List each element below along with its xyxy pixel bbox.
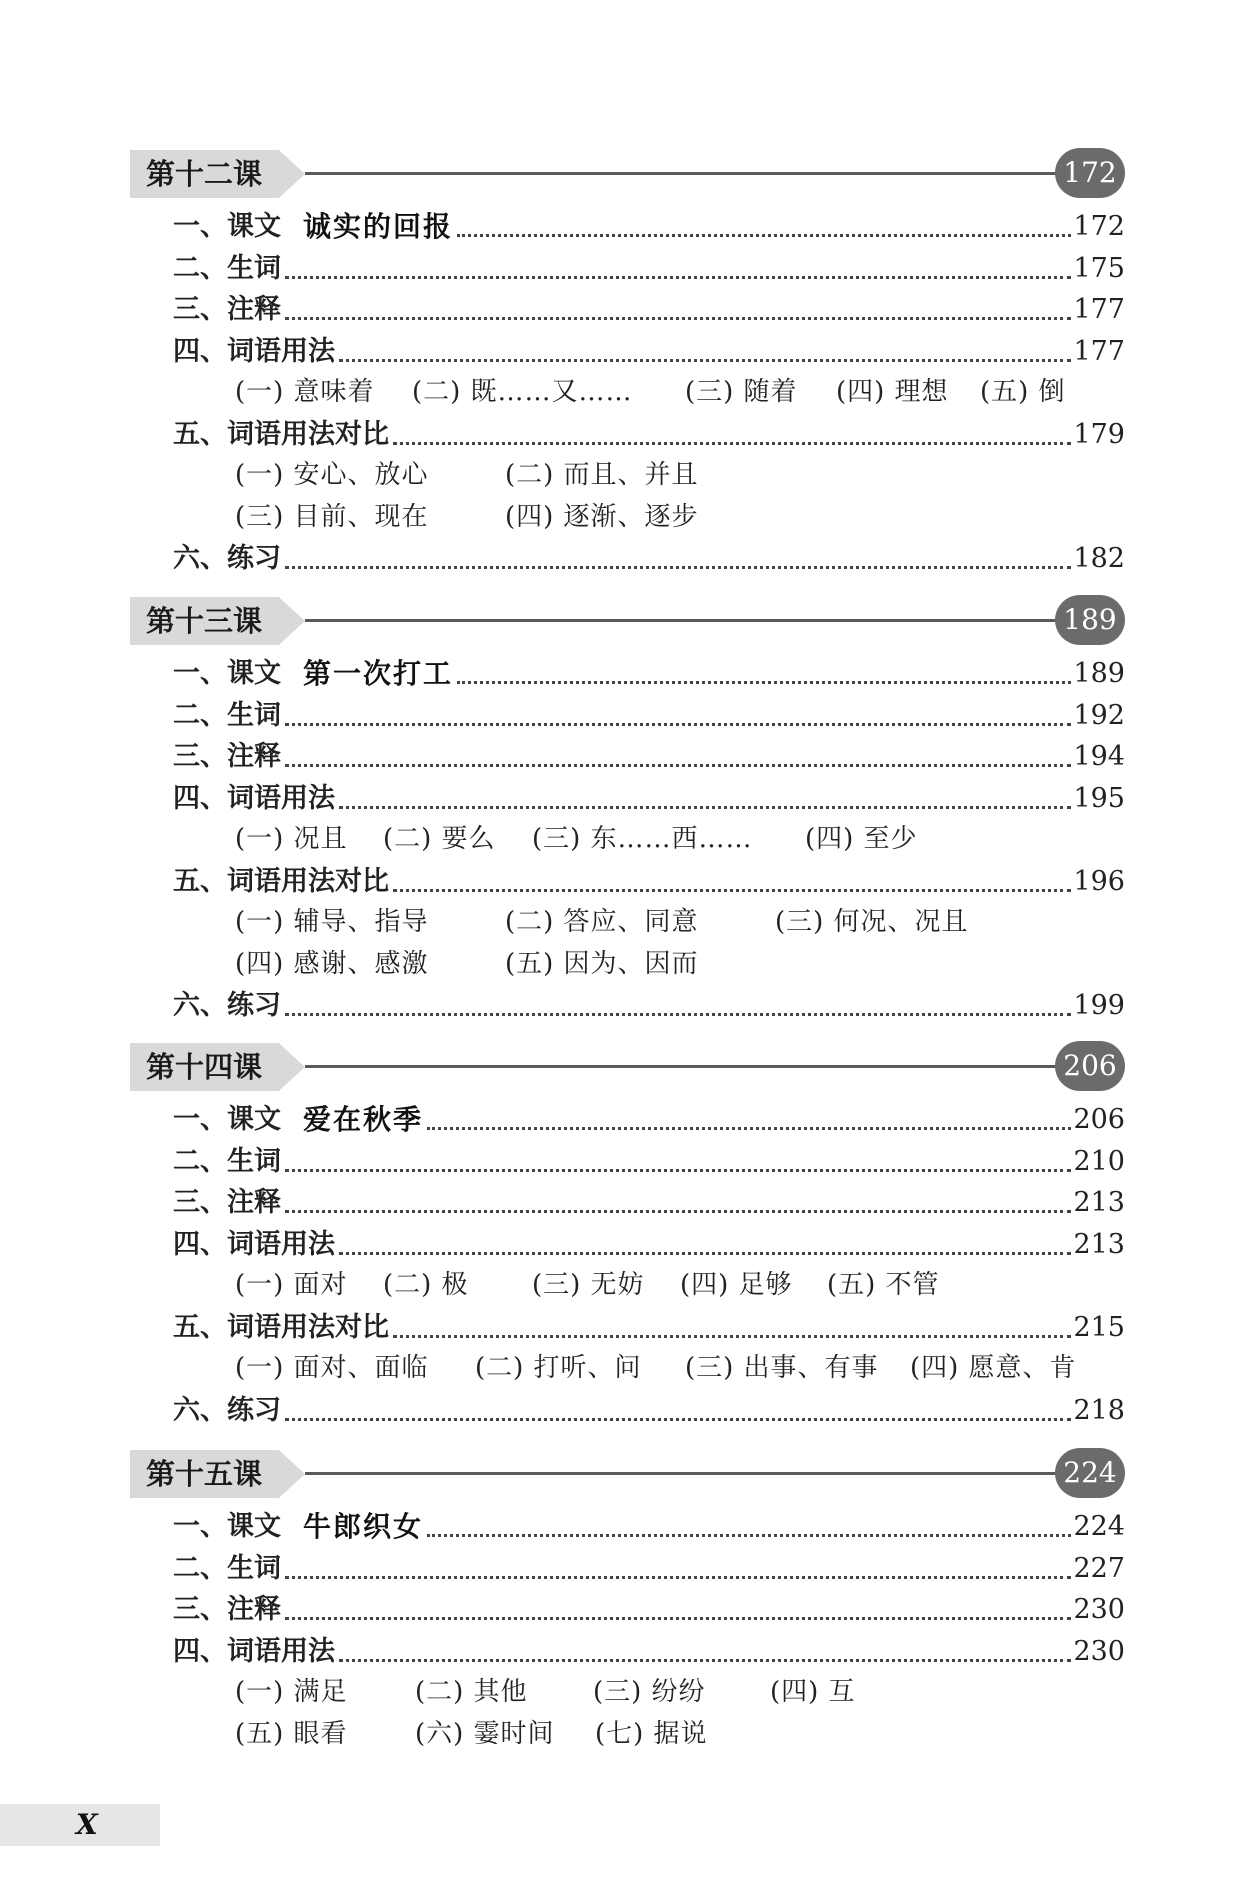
dot-leader: [285, 1418, 1071, 1421]
entry-page-number: 199: [1073, 990, 1125, 1021]
entry-page-number: 224: [1073, 1511, 1125, 1542]
toc-entry[interactable]: [173, 861, 1125, 901]
toc-entry[interactable]: [173, 1631, 1125, 1671]
entry-label: 三、注释: [173, 741, 281, 772]
sub-entry[interactable]: (三) 东……西……: [532, 824, 753, 854]
page-number: X: [76, 1808, 98, 1841]
toc-entry[interactable]: [173, 1307, 1125, 1347]
sub-entry[interactable]: (六) 霎时间: [415, 1718, 555, 1749]
toc-entry[interactable]: [173, 1182, 1125, 1222]
toc-entry[interactable]: [173, 778, 1125, 818]
dot-leader: [339, 1659, 1071, 1662]
lesson-rule: [305, 1472, 1101, 1475]
sub-entry-line: [235, 902, 1125, 942]
entry-page-number: 213: [1073, 1228, 1125, 1260]
sub-entry[interactable]: (一) 面对: [235, 1270, 348, 1300]
sub-entry[interactable]: (四) 理想: [836, 377, 949, 407]
sub-entry[interactable]: (一) 辅导、指导: [235, 907, 429, 937]
entry-label: 四、词语用法: [173, 335, 335, 367]
entry-text-title: 爱在秋季: [303, 1103, 424, 1136]
sub-entry[interactable]: (三) 何况、况且: [775, 907, 969, 937]
dot-leader: [285, 764, 1071, 767]
sub-entry[interactable]: (一) 安心、放心: [235, 460, 429, 490]
entry-label: 六、练习: [173, 543, 281, 574]
entry-page-number: 194: [1073, 741, 1125, 772]
entry-page-number: 213: [1073, 1187, 1125, 1218]
sub-entry[interactable]: (一) 况且: [235, 824, 348, 854]
toc-entry[interactable]: [173, 1506, 1125, 1546]
entry-label: 二、生词: [173, 1552, 281, 1584]
toc-entry[interactable]: [173, 1141, 1125, 1181]
dot-leader: [285, 1013, 1071, 1016]
toc-entry[interactable]: [173, 538, 1125, 578]
dot-leader: [427, 1127, 1071, 1130]
sub-entry[interactable]: (三) 出事、有事: [685, 1353, 879, 1383]
entry-label: 六、练习: [173, 1394, 281, 1426]
sub-entry[interactable]: (二) 而且、并且: [505, 460, 699, 490]
sub-entry-line: [235, 455, 1125, 495]
entry-page-number: 210: [1073, 1145, 1125, 1177]
toc-entry[interactable]: [173, 414, 1125, 454]
lesson-title: 第十五课: [146, 1457, 263, 1491]
toc-entry[interactable]: [173, 1224, 1125, 1264]
sub-entry[interactable]: (五) 眼看: [235, 1718, 348, 1749]
dot-leader: [285, 723, 1071, 726]
toc-entry[interactable]: [173, 248, 1125, 288]
entry-page-number: 218: [1073, 1394, 1125, 1426]
toc-entry[interactable]: [173, 289, 1125, 329]
toc-entry[interactable]: [173, 1390, 1125, 1430]
entry-label: 一、课文: [173, 1104, 281, 1135]
dot-leader: [393, 442, 1071, 445]
sub-entry[interactable]: (二) 打听、问: [475, 1353, 642, 1383]
toc-entry[interactable]: [173, 1589, 1125, 1629]
entry-page-number: 172: [1073, 211, 1125, 242]
entry-text-title: 诚实的回报: [303, 210, 454, 243]
sub-entry[interactable]: (四) 感谢、感激: [235, 948, 429, 979]
lesson-page-badge[interactable]: 206: [1055, 1041, 1125, 1091]
sub-entry[interactable]: (二) 其他: [415, 1677, 528, 1707]
dot-leader: [393, 1335, 1071, 1338]
dot-leader: [457, 681, 1071, 684]
lesson-page-badge[interactable]: 224: [1055, 1448, 1125, 1498]
sub-entry[interactable]: (四) 至少: [805, 824, 918, 854]
toc-entry[interactable]: [173, 331, 1125, 371]
entry-label: 一、课文: [173, 1511, 281, 1542]
entry-page-number: 206: [1073, 1104, 1125, 1135]
entry-label: 四、词语用法: [173, 782, 335, 814]
sub-entry-line: [235, 944, 1125, 984]
sub-entry[interactable]: (五) 不管: [827, 1270, 940, 1300]
entry-page-number: 227: [1073, 1552, 1125, 1584]
sub-entry-line: [235, 1714, 1125, 1754]
dot-leader: [427, 1534, 1071, 1537]
lesson-title: 第十二课: [146, 157, 263, 191]
dot-leader: [339, 806, 1071, 809]
lesson-header: [130, 1041, 1125, 1093]
entry-label: 六、练习: [173, 990, 281, 1021]
sub-entry[interactable]: (三) 无妨: [532, 1270, 645, 1300]
entry-label: 一、课文: [173, 211, 281, 242]
dot-leader: [285, 317, 1071, 320]
entry-label: 三、注释: [173, 1594, 281, 1625]
toc-entry[interactable]: [173, 695, 1125, 735]
lesson-page-badge[interactable]: 172: [1055, 148, 1125, 198]
entry-label: 五、词语用法对比: [173, 418, 389, 450]
lesson-header: [130, 148, 1125, 200]
lesson-rule: [305, 172, 1101, 175]
dot-leader: [393, 889, 1071, 892]
entry-text-title: 第一次打工: [303, 657, 454, 690]
dot-leader: [339, 1252, 1071, 1255]
toc-entry[interactable]: [173, 653, 1125, 693]
lesson-page-badge[interactable]: 189: [1055, 595, 1125, 645]
entry-label: 四、词语用法: [173, 1635, 335, 1667]
lesson-title: 第十三课: [146, 604, 263, 638]
lesson-header: [130, 1448, 1125, 1500]
dot-leader: [285, 1576, 1071, 1579]
entry-label: 一、课文: [173, 658, 281, 689]
toc-entry[interactable]: [173, 736, 1125, 776]
entry-page-number: 196: [1073, 865, 1125, 897]
sub-entry-line: [235, 1672, 1125, 1712]
entry-page-number: 215: [1073, 1311, 1125, 1343]
toc-entry[interactable]: [173, 1548, 1125, 1588]
sub-entry-line: [235, 1265, 1125, 1305]
lesson-header: [130, 595, 1125, 647]
entry-label: 五、词语用法对比: [173, 865, 389, 897]
sub-entry-line: [235, 1348, 1125, 1388]
dot-leader: [457, 234, 1071, 237]
sub-entry[interactable]: (四) 愿意、肯: [910, 1353, 1077, 1383]
sub-entry-line: [235, 819, 1125, 859]
entry-label: 二、生词: [173, 252, 281, 284]
sub-entry[interactable]: (二) 既……又……: [412, 377, 633, 407]
entry-text-title: 牛郎织女: [303, 1510, 424, 1543]
dot-leader: [285, 1617, 1071, 1620]
entry-page-number: 230: [1073, 1594, 1125, 1625]
sub-entry[interactable]: (五) 倒: [980, 377, 1066, 407]
entry-label: 三、注释: [173, 1187, 281, 1218]
page-footer: [0, 1804, 160, 1846]
sub-entry[interactable]: (五) 因为、因而: [505, 948, 699, 979]
dot-leader: [285, 276, 1071, 279]
dot-leader: [285, 566, 1071, 569]
toc-entry[interactable]: [173, 985, 1125, 1025]
lesson-title: 第十四课: [146, 1050, 263, 1084]
entry-label: 四、词语用法: [173, 1228, 335, 1260]
entry-page-number: 192: [1073, 699, 1125, 731]
sub-entry-line: [235, 372, 1125, 412]
sub-entry[interactable]: (一) 满足: [235, 1677, 348, 1707]
entry-page-number: 175: [1073, 252, 1125, 284]
sub-entry[interactable]: (四) 逐渐、逐步: [505, 501, 699, 532]
sub-entry[interactable]: (三) 目前、现在: [235, 501, 429, 532]
entry-label: 三、注释: [173, 294, 281, 325]
entry-label: 五、词语用法对比: [173, 1311, 389, 1343]
entry-page-number: 189: [1073, 658, 1125, 689]
sub-entry[interactable]: (一) 面对、面临: [235, 1353, 429, 1383]
sub-entry[interactable]: (三) 纷纷: [593, 1677, 706, 1707]
entry-page-number: 179: [1073, 418, 1125, 450]
entry-label: 二、生词: [173, 1145, 281, 1177]
toc-entry[interactable]: [173, 1099, 1125, 1139]
sub-entry[interactable]: (二) 答应、同意: [505, 907, 699, 937]
sub-entry[interactable]: (四) 足够: [680, 1270, 793, 1300]
entry-page-number: 230: [1073, 1635, 1125, 1667]
dot-leader: [285, 1169, 1071, 1172]
sub-entry-line: [235, 497, 1125, 537]
entry-label: 二、生词: [173, 699, 281, 731]
sub-entry[interactable]: (三) 随着: [685, 377, 798, 407]
lesson-rule: [305, 1065, 1101, 1068]
sub-entry[interactable]: (二) 要么: [383, 824, 496, 854]
entry-page-number: 195: [1073, 782, 1125, 814]
toc-entry[interactable]: [173, 206, 1125, 246]
entry-page-number: 182: [1073, 543, 1125, 574]
sub-entry[interactable]: (二) 极: [383, 1270, 469, 1300]
entry-page-number: 177: [1073, 294, 1125, 325]
sub-entry[interactable]: (一) 意味着: [235, 377, 375, 407]
lesson-rule: [305, 619, 1101, 622]
sub-entry[interactable]: (四) 互: [770, 1677, 856, 1707]
entry-page-number: 177: [1073, 335, 1125, 367]
sub-entry[interactable]: (七) 据说: [595, 1718, 708, 1749]
dot-leader: [285, 1210, 1071, 1213]
dot-leader: [339, 359, 1071, 362]
